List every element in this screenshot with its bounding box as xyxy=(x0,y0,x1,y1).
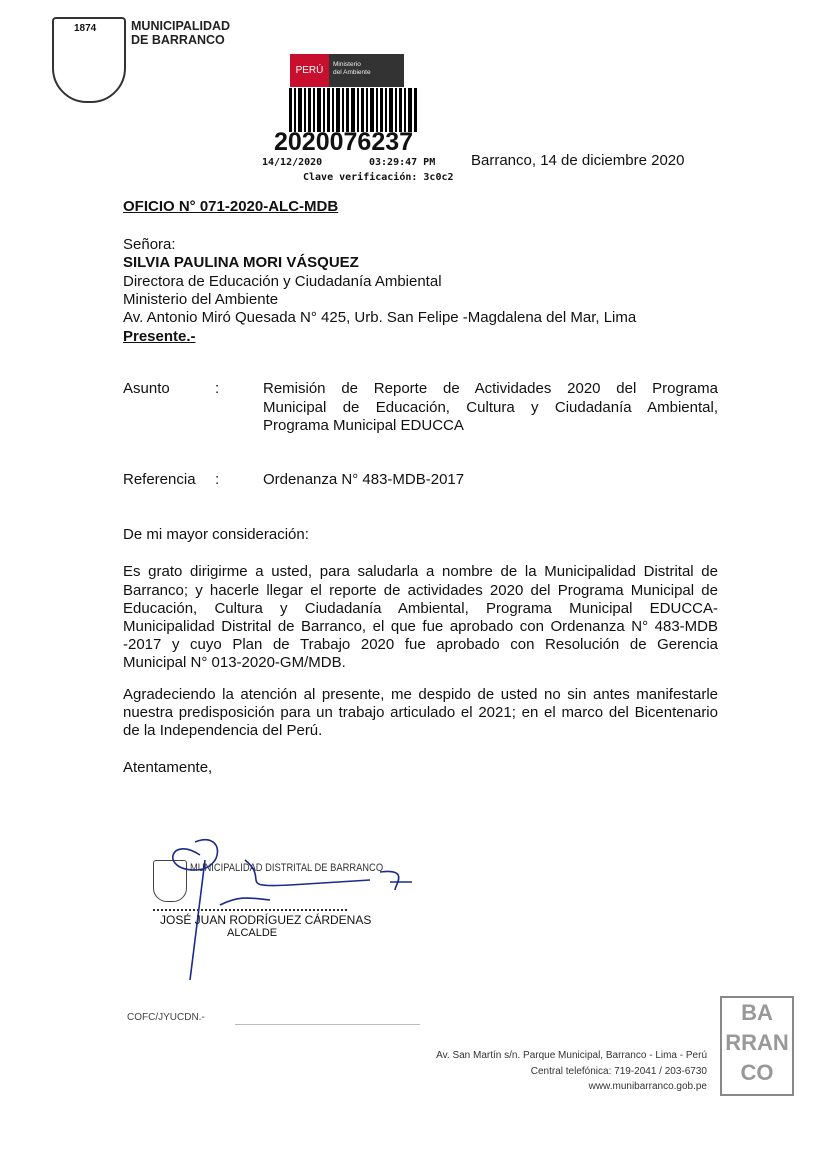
paragraph1-line: Municipalidad Distrital de Barranco, el que fue aprobado con Ordenanza N° 483-MDB xyxy=(123,618,718,635)
paragraph1-line: Municipal N° 013-2020-GM/MDB. xyxy=(123,654,346,671)
signer-name: JOSÉ JUAN RODRÍGUEZ CÁRDENAS xyxy=(160,913,372,927)
referencia-colon: : xyxy=(215,471,220,488)
peru-badge: PERÚ xyxy=(290,54,329,87)
divider xyxy=(235,1024,420,1025)
salutation: Señora: xyxy=(123,236,176,253)
recipient-name: SILVIA PAULINA MORI VÁSQUEZ xyxy=(123,254,359,271)
document-code: OFICIO N° 071-2020-ALC-MDB xyxy=(123,198,339,215)
registry-number: 2020076237 xyxy=(274,128,414,156)
paragraph2-line: nuestra predisposición para un trabajo articulado el 2021; en el marco del Bicentenario xyxy=(123,704,718,721)
signature-line xyxy=(153,909,347,911)
paragraph2-line: de la Independencia del Perú. xyxy=(123,722,323,739)
ministry-logo xyxy=(290,54,404,87)
barcode-icon xyxy=(289,88,417,132)
paragraph1-line: Es grato dirigirme a usted, para saludarla a nombre de la Municipalidad Distrital de xyxy=(123,563,718,580)
asunto-colon: : xyxy=(215,380,220,397)
asunto-line: Remisión de Reporte de Actividades 2020 del Programa xyxy=(263,380,718,397)
recipient-address: Av. Antonio Miró Quesada N° 425, Urb. San Felipe -Magdalena del Mar, Lima xyxy=(123,309,637,326)
stamp-time: 03:29:47 PM xyxy=(369,157,436,168)
place-date: Barranco, 14 de diciembre 2020 xyxy=(471,152,685,169)
referencia-label: Referencia xyxy=(123,471,196,488)
greeting: De mi mayor consideración: xyxy=(123,526,309,543)
verification-code: Clave verificación: 3c0c2 xyxy=(303,172,454,183)
paragraph1-line: -2017 y cuyo Plan de Trabajo 2020 fue aprobado con Resolución de Gerencia xyxy=(123,636,718,653)
footer-address: Av. San Martín s/n. Parque Municipal, Barranco - Lima - Perú xyxy=(436,1050,707,1061)
paragraph1-line: Barranco; y hacerle llegar el reporte de actividades 2020 del Programa Municipal de xyxy=(123,582,718,599)
asunto-line: Municipal de Educación, Cultura y Ciudadanía Ambiental, xyxy=(263,399,718,416)
asunto-line: Programa Municipal EDUCCA xyxy=(263,417,464,434)
signer-role: ALCALDE xyxy=(227,927,278,939)
recipient-org: Ministerio del Ambiente xyxy=(123,291,279,308)
referencia-value: Ordenanza N° 483-MDB-2017 xyxy=(263,471,465,488)
barranco-brand-logo: BA RRAN CO xyxy=(720,996,794,1096)
stamp-date: 14/12/2020 xyxy=(262,157,323,168)
footer-phone: Central telefónica: 719-2041 / 203-6730 xyxy=(530,1066,707,1077)
signature-stamp-text: MUNICIPALIDAD DISTRITAL DE BARRANCO xyxy=(190,862,384,874)
footer-website: www.munibarranco.gob.pe xyxy=(588,1081,707,1092)
seal-year: 1874 xyxy=(74,23,97,34)
asunto-label: Asunto xyxy=(123,380,170,397)
closing: Atentamente, xyxy=(123,759,213,776)
presente: Presente.- xyxy=(123,328,196,345)
initials: COFC/JYUCDN.- xyxy=(127,1012,205,1023)
ministry-name: Ministerio del Ambiente xyxy=(333,61,371,76)
paragraph1-line: Educación, Cultura y Ciudadanía Ambiental, Programa Municipal EDUCCA- xyxy=(123,600,718,617)
municipality-name xyxy=(131,19,230,47)
paragraph2-line: Agradeciendo la atención al presente, me despido de usted no sin antes manifestarle xyxy=(123,686,718,703)
municipality-line1: MUNICIPALIDAD xyxy=(131,19,231,33)
municipal-seal-logo xyxy=(52,17,126,103)
recipient-title: Directora de Educación y Ciudadanía Ambiental xyxy=(123,273,442,290)
municipality-line2: DE BARRANCO xyxy=(131,33,225,47)
